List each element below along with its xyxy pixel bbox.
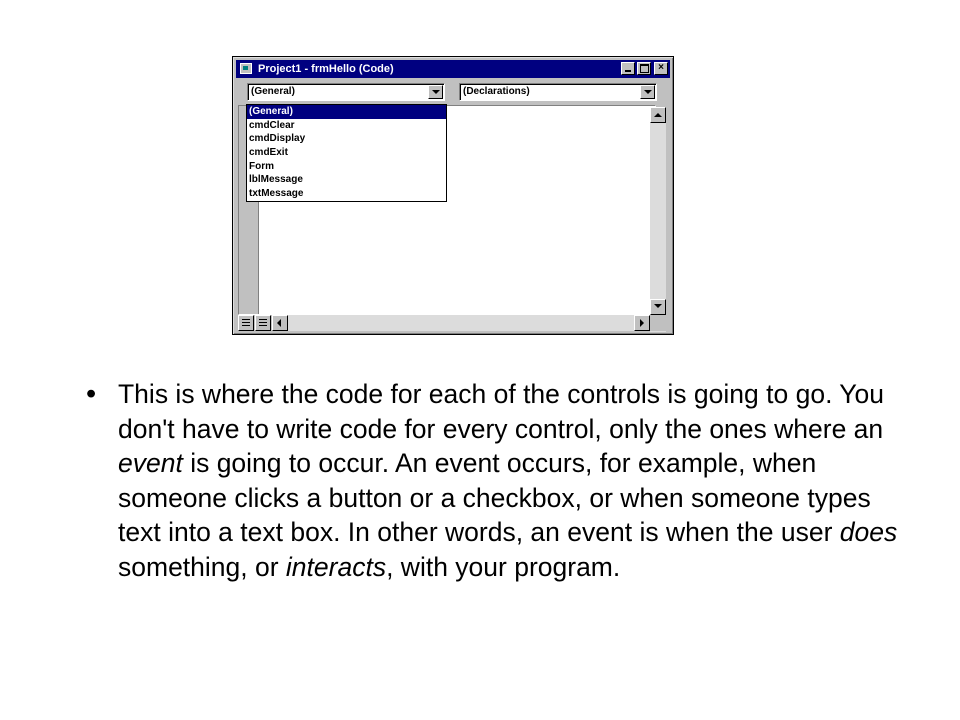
title-bar[interactable]	[236, 60, 670, 78]
list-item[interactable]: lblMessage	[249, 174, 303, 186]
procedure-combo-value: (Declarations)	[463, 86, 530, 97]
scroll-left-button[interactable]	[272, 315, 288, 331]
bullet-marker: •	[86, 378, 97, 410]
maximize-button[interactable]	[637, 62, 651, 75]
arrow-down-icon	[654, 304, 662, 308]
scroll-right-button[interactable]	[634, 315, 650, 331]
chevron-down-icon	[432, 90, 440, 94]
arrow-left-icon	[277, 319, 281, 327]
window-title: Project1 - frmHello (Code)	[258, 63, 394, 75]
horizontal-scroll-track[interactable]	[288, 315, 634, 331]
full-module-view-button[interactable]	[255, 315, 271, 331]
list-item[interactable]: cmdDisplay	[249, 133, 306, 145]
text-segment: something, or	[118, 551, 286, 582]
object-combo[interactable]	[247, 83, 445, 101]
text-segment: , with your program.	[386, 551, 621, 582]
object-combo-value: (General)	[251, 86, 295, 97]
size-grip[interactable]	[650, 315, 666, 331]
text-segment: This is where the code for each of the controls is going to go. You don't have to write code for every control, only the ones where an	[118, 379, 885, 444]
emphasis-segment: does	[839, 517, 898, 548]
list-item[interactable]: Form	[249, 160, 274, 172]
emphasis-segment: interacts	[285, 551, 387, 582]
procedure-combo-dropdown-button[interactable]	[640, 85, 655, 99]
scroll-down-button[interactable]	[650, 299, 666, 315]
list-item[interactable]: txtMessage	[249, 188, 304, 200]
minimize-button[interactable]	[621, 62, 635, 75]
close-button[interactable]: ×	[654, 62, 668, 75]
full-module-view-icon	[259, 319, 267, 326]
object-combo-dropdown-button[interactable]	[428, 85, 443, 99]
list-item[interactable]: cmdExit	[249, 147, 288, 159]
text-segment: is going to occur. An event occurs, for example, when someone clicks a button or a checkbox, or when someone types text into a text box. In other words, an event is when the user	[118, 448, 871, 548]
app-icon[interactable]	[240, 63, 252, 74]
procedure-view-button[interactable]	[238, 315, 254, 331]
emphasis-segment: event	[118, 448, 183, 479]
arrow-up-icon	[654, 113, 662, 117]
chevron-down-icon	[644, 90, 652, 94]
scroll-up-button[interactable]	[650, 107, 666, 123]
list-item[interactable]: cmdClear	[249, 119, 295, 131]
object-dropdown-list[interactable]	[246, 104, 447, 202]
vertical-scrollbar[interactable]	[650, 107, 666, 332]
procedure-combo[interactable]	[459, 83, 657, 101]
bullet-paragraph	[118, 377, 898, 585]
procedure-view-icon	[242, 319, 250, 326]
list-item[interactable]: (General)	[247, 105, 446, 119]
arrow-right-icon	[640, 319, 644, 327]
horizontal-scrollbar[interactable]	[238, 315, 650, 331]
